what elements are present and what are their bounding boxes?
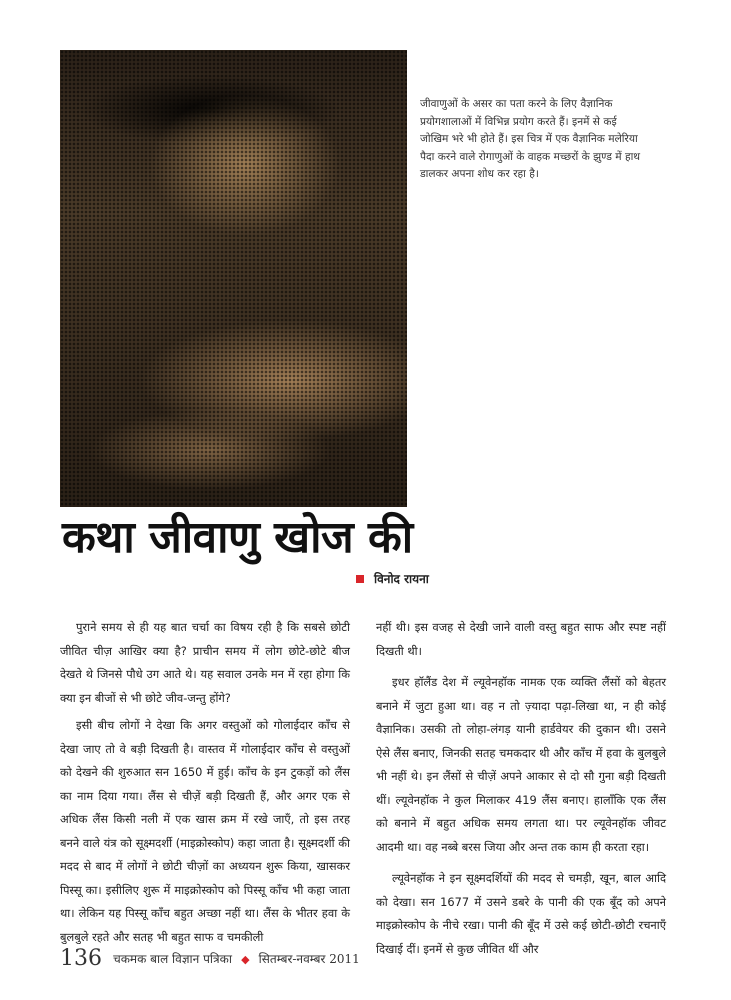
issue-date: सितम्बर-नवम्बर 2011 <box>258 952 360 966</box>
paragraph: ल्यूवेनहॉक ने इन सूक्ष्मदर्शियों की मदद से चमड़ी, खून, बाल आदि को देखा। सन 1677 में उसने डबरे के पानी की एक बूँद को अपने माइक्रोस्कोप के नीचे रखा। पानी की बूँद में उसे कई छोटी-छोटी रचनाएँ दिखाई दीं। इनमें से कुछ जीवित थीं और <box>376 871 666 956</box>
text-column-left <box>60 616 350 949</box>
author-name: विनोद रायना <box>374 572 429 586</box>
paragraph: नहीं थी। इस वजह से देखी जाने वाली वस्तु बहुत साफ और स्पष्ट नहीं दिखती थी। <box>376 620 666 658</box>
byline <box>356 570 429 587</box>
bullet-square-icon <box>356 575 364 583</box>
page-footer <box>60 946 360 971</box>
text-column-right <box>376 616 666 961</box>
photo-caption: जीवाणुओं के असर का पता करने के लिए वैज्ञानिक प्रयोगशालाओं में विभिन्न प्रयोग करते हैं। इनमें से कई जोखिम भरे भी होते हैं। इस चित्र में एक वैज्ञानिक मलेरिया पैदा करने वाले रोगाणुओं के वाहक मच्छरों के झुण्ड में हाथ डालकर अपना शोध कर रहा है। <box>420 98 641 180</box>
magazine-name: चकमक बाल विज्ञान पत्रिका <box>113 952 232 966</box>
paragraph: पुराने समय से ही यह बात चर्चा का विषय रही है कि सबसे छोटी जीवित चीज़ आखिर क्या है? प्राचीन समय में लोग छोटे-छोटे बीज देखते थे जिनसे पौधे उग आते थे। यह सवाल उनके मन में रहा होगा कि क्या इन बीजों से भी छोटे जीव-जन्तु होंगे? <box>60 620 350 705</box>
paragraph: इसी बीच लोगों ने देखा कि अगर वस्तुओं को गोलाईदार काँच से देखा जाए तो वे बड़ी दिखती है। वास्तव में गोलाईदार काँच से वस्तुओं को देखने की शुरुआत सन 1650 में हुई। काँच के इन टुकड़ों को लैंस का नाम दिया गया। लैंस से चीज़ें बड़ी दिखती हैं, और अगर एक से अधिक लैंस किसी नली में एक खास क्रम में रखे जाएँ, तो इस तरह बनने वाले यंत्र को सूक्ष्मदर्शी (माइक्रोस्कोप) कहा जाता है। सूक्ष्मदर्शी की मदद से बाद में लोगों ने छोटी चीज़ों का अध्ययन शुरू किया, खासकर पिस्सू का। इसीलिए शुरू में माइक्रोस्कोप को पिस्सू काँच भी कहा जाता था। लेकिन यह पिस्सू काँच बहुत अच्छा नहीं था। लैंस के भीतर हवा के बुलबुले रहते और सतह भी बहुत साफ व चमकीली <box>60 718 350 944</box>
article-photo <box>60 50 407 507</box>
article-title: कथा जीवाणु खोज की <box>62 512 413 563</box>
page-number: 136 <box>60 946 102 971</box>
diamond-icon: ◆ <box>241 953 250 966</box>
paragraph: इधर हॉलैंड देश में ल्यूवेनहॉक नामक एक व्यक्ति लैंसों को बेहतर बनाने में जुटा हुआ था। वह न तो ज़्यादा पढ़ा-लिखा था, न ही कोई वैज्ञानिक। उसकी तो लोहा-लंगड़ यानी हार्डवेयर की दुकान थी। उसने ऐसे लैंस बनाए, जिनकी सतह चमकदार थी और काँच में हवा के बुलबुले भी नहीं थे। इन लैंसों से चीज़ें अपने आकार से दो सौ गुना बड़ी दिखती थीं। ल्यूवेनहॉक ने कुल मिलाकर 419 लैंस बनाए। हालाँकि एक लैंस को बनाने में बहुत अधिक समय लगता था। पर ल्यूवेनहॉक जीवट आदमी था। वह नब्बे बरस जिया और अन्त तक काम ही करता रहा। <box>376 675 666 854</box>
